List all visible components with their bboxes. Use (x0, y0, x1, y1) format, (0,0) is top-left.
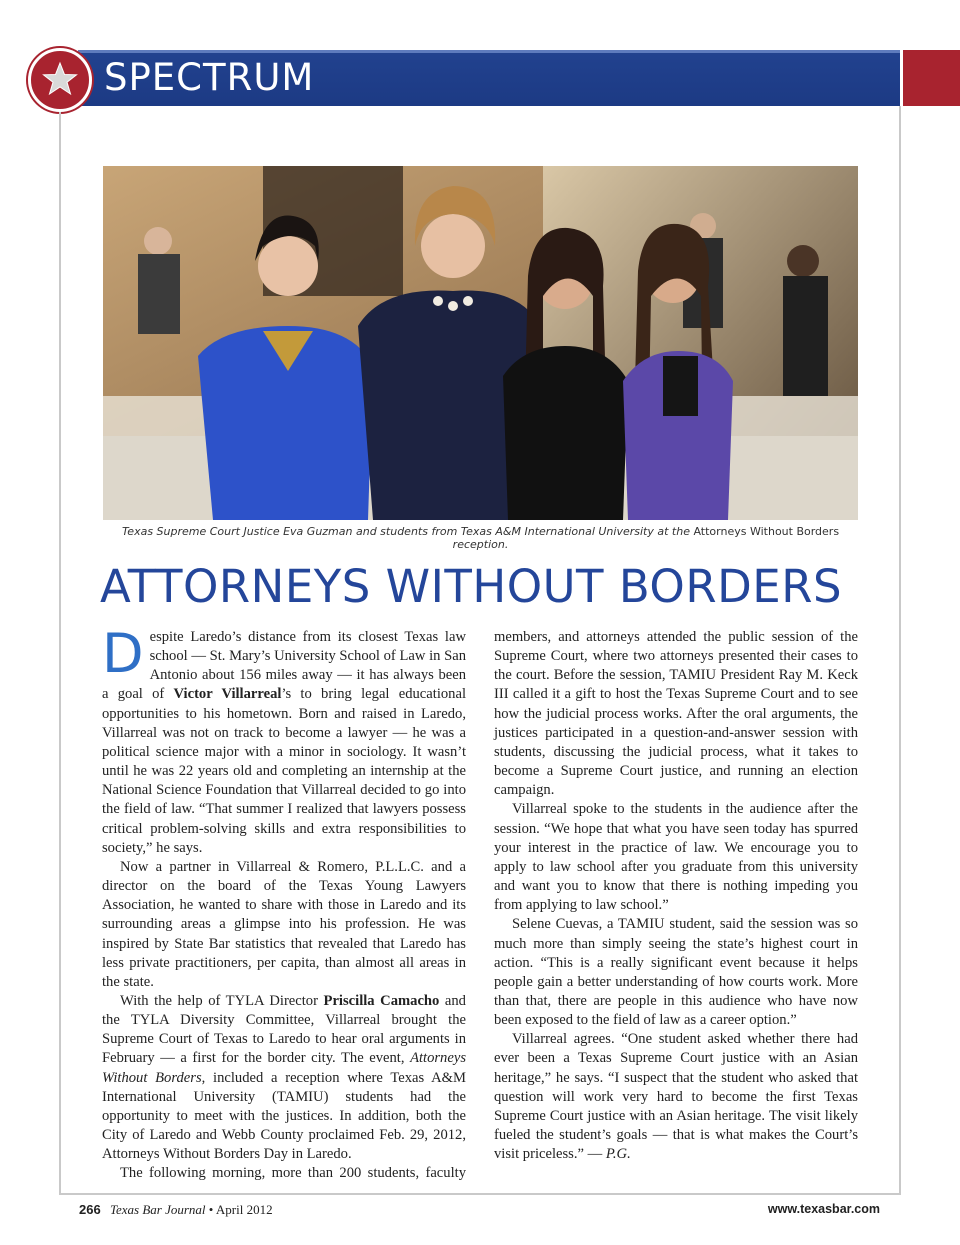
page-frame-bottom (59, 1193, 901, 1195)
journal-name: Texas Bar Journal (109, 1202, 206, 1217)
caption-text: Texas Supreme Court Justice Eva Guzman and students from Texas A&M International University at the (121, 525, 694, 538)
star-icon (42, 61, 78, 97)
page-number: 266 (79, 1202, 101, 1217)
name-priscilla-camacho: Priscilla Camacho (323, 992, 440, 1009)
website-link[interactable]: www.texasbar.com (767, 1202, 880, 1216)
paragraph-3-text: With the help of TYLA Director (120, 992, 324, 1009)
article-column-left (102, 622, 466, 1183)
drop-cap: D (102, 622, 144, 685)
section-title: SPECTRUM (104, 56, 315, 99)
event-title: Attorneys Without Borders (102, 1050, 466, 1086)
paragraph-3-text-end: , included a reception where Texas A&M International University (TAMIU) students had the opportunity to meet with the justices. In addition, both the City of Laredo and Webb County proclaimed Feb. 29, 2012, Attorneys Without Borders Day in Laredo. (102, 1069, 466, 1163)
paragraph-6: Selene Cuevas, a TAMIU student, said the session was so much more than simply seeing the state’s highest court in action. “This is a really significant event because it helps people gain a better understanding of how courts work. More than that, there are people in this audience who have now been exposed to the field of law as a career option.” (494, 916, 858, 1029)
footer-separator: • (208, 1202, 214, 1217)
paragraph-1 (102, 622, 466, 858)
paragraph-7 (494, 1030, 858, 1164)
caption-end: reception. (452, 538, 509, 551)
paragraph-1-text: espite Laredo’s distance from its closest Texas law school — St. Mary’s University School of Law in San Antonio about 156 miles away — it has always been a goal of (102, 629, 466, 703)
event-photo (103, 166, 858, 520)
paragraph-1-text-cont: ’s to bring legal educational opportunities to his hometown. Born and raised in Laredo, Villarreal was not on track to become a lawyer — he was a political science major with a minor in sociology. It wasn’t until he was 22 years old and completing an internship at the National Science Foundation that Villarreal decided to go into the field of law. “That summer I realized that lawyers possess critical problem-solving skills and extra responsibilities to society,” he says. (102, 686, 466, 856)
paragraph-3-text-cont: and the TYLA Diversity Committee, Villarreal brought the Supreme Court of Texas to Laredo to hear oral arguments in February — a first for the border city. The event, (102, 992, 466, 1067)
article-column-right (494, 628, 858, 1164)
footer-publication (79, 1202, 273, 1218)
page-frame-right (899, 106, 901, 1195)
paragraph-2: Now a partner in Villarreal & Romero, P.L.L.C. and a director on the board of the Texas Young Lawyers Association, he wanted to share with those in Laredo and its surrounding areas a glimpse into his profession. He was inspired by State Bar statistics that revealed that Laredo has less private practitioners, per capita, than almost all areas in the state. (102, 858, 466, 990)
photo-caption (103, 525, 858, 551)
article-headline: ATTORNEYS WITHOUT BORDERS (100, 560, 843, 613)
star-badge (28, 48, 92, 112)
page-frame-left (59, 112, 61, 1195)
caption-event-name: Attorneys Without Borders (693, 525, 840, 538)
issue-date: April 2012 (215, 1202, 273, 1217)
paragraph-5: Villarreal spoke to the students in the audience after the session. “We hope that what you have seen today has spurred your interest in the practice of law. We encourage you to apply to law school after you graduate from this university and want you to know that there is nothing impeding you from applying to law school.” (494, 801, 858, 914)
banner-red-block (903, 50, 960, 106)
paragraph-3 (102, 992, 466, 1164)
banner-stripe (78, 50, 900, 53)
name-victor-villarreal: Victor Villarreal (173, 686, 282, 703)
event-photo-image (103, 166, 858, 520)
paragraph-4-continued: members, and attorneys attended the public session of the Supreme Court, where two attorneys presented their cases to the court. Before the session, TAMIU President Ray M. Keck III called it a gift to host the Texas Supreme Court and to see how the judicial process works. After the oral arguments, the justices participated in a question-and-answer session with students, discussing the judicial process, what it takes to become a Supreme Court justice, and running an election campaign. (494, 629, 858, 799)
author-initials: P.G. (605, 1146, 631, 1163)
paragraph-7-text: Villarreal agrees. “One student asked whether there had ever been a Texas Supreme Court justice with an Asian heritage,” he says. “I suspect that the student who asked that question will work very hard to become the first Texas Supreme Court justice with an Asian heritage. The visit likely fueled the student’s goals — that is what makes the Court’s visit priceless.” — (494, 1031, 858, 1163)
paragraph-4: The following morning, more than 200 students, faculty (120, 1165, 466, 1182)
